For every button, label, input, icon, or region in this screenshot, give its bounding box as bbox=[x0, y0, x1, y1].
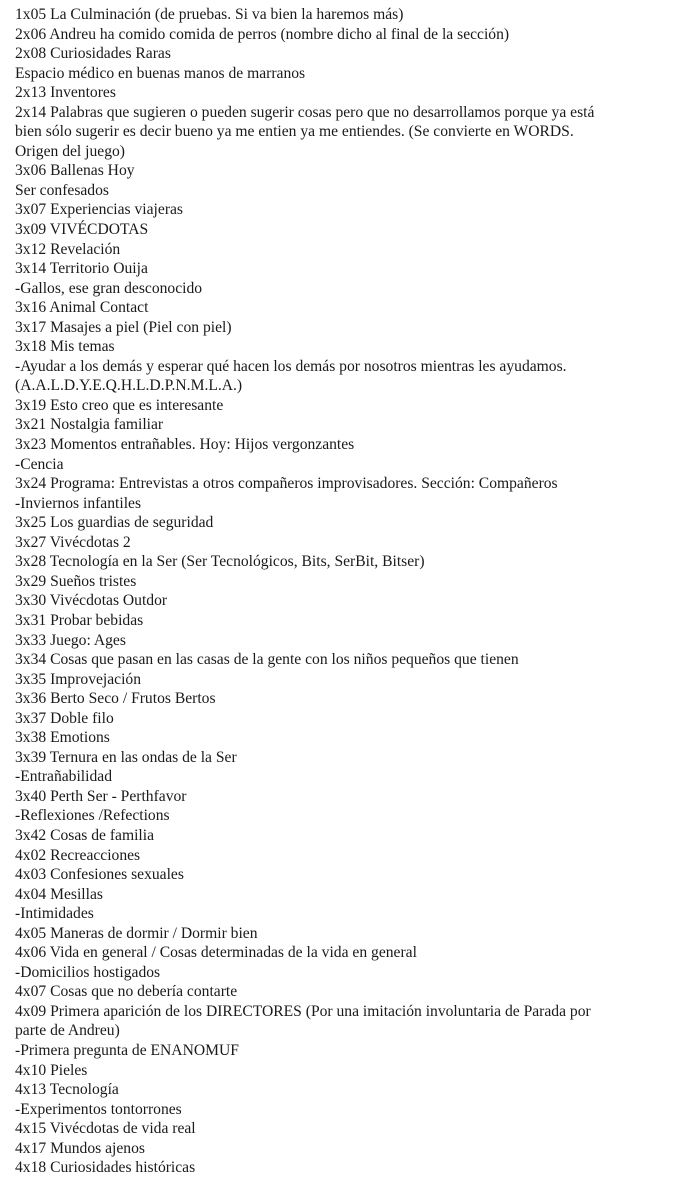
text-line: 4x07 Cosas que no debería contarte bbox=[15, 983, 238, 1001]
text-line: (A.A.L.D.Y.E.Q.H.L.D.P.N.M.L.A.) bbox=[15, 377, 243, 395]
text-line: -Experimentos tontorrones bbox=[15, 1100, 182, 1118]
text-line: -Intimidades bbox=[15, 905, 94, 923]
text-line: 3x23 Momentos entrañables. Hoy: Hijos vergonzantes bbox=[15, 436, 355, 454]
text-line: 4x09 Primera aparición de los DIRECTORES (Por una imitación involuntaria de Parada por bbox=[15, 1002, 591, 1020]
text-line: Origen del juego) bbox=[15, 142, 125, 160]
text-line: 4x05 Maneras de dormir / Dormir bien bbox=[15, 924, 258, 942]
text-line: -Entrañabilidad bbox=[15, 768, 112, 786]
text-line: 2x14 Palabras que sugieren o pueden sugerir cosas pero que no desarrollamos porque ya está bbox=[15, 103, 595, 121]
text-line: 4x18 Curiosidades históricas bbox=[15, 1159, 196, 1177]
text-line: 3x33 Juego: Ages bbox=[15, 631, 126, 649]
text-line: 3x39 Ternura en las ondas de la Ser bbox=[15, 748, 237, 766]
text-line: 3x25 Los guardias de seguridad bbox=[15, 514, 214, 532]
text-line: 3x36 Berto Seco / Frutos Bertos bbox=[15, 690, 216, 708]
text-line: 3x09 VIVÉCDOTAS bbox=[15, 221, 149, 239]
text-line: -Ayudar a los demás y esperar qué hacen los demás por nosotros mientras les ayudamos. bbox=[15, 357, 567, 375]
text-line: 4x17 Mundos ajenos bbox=[15, 1139, 145, 1157]
text-line: 3x24 Programa: Entrevistas a otros compañeros improvisadores. Sección: Compañeros bbox=[15, 475, 558, 493]
text-line: bien sólo sugerir es decir bueno ya me entien ya me entiendes. (Se convierte en WORDS. bbox=[15, 123, 574, 141]
text-line: 4x13 Tecnología bbox=[15, 1081, 119, 1099]
text-line: 3x07 Experiencias viajeras bbox=[15, 201, 183, 219]
text-line: 3x17 Masajes a piel (Piel con piel) bbox=[15, 318, 232, 336]
text-line: -Inviernos infantiles bbox=[15, 494, 142, 512]
text-line: Espacio médico en buenas manos de marranos bbox=[15, 64, 306, 82]
text-line: 3x37 Doble filo bbox=[15, 709, 114, 727]
text-line: 3x42 Cosas de familia bbox=[15, 826, 155, 844]
text-line: 3x34 Cosas que pasan en las casas de la gente con los niños pequeños que tienen bbox=[15, 651, 519, 669]
text-line: -Cencia bbox=[15, 455, 64, 473]
text-line: 3x28 Tecnología en la Ser (Ser Tecnológicos, Bits, SerBit, Bitser) bbox=[15, 553, 425, 571]
text-line: 4x10 Pieles bbox=[15, 1061, 88, 1079]
text-line: parte de Andreu) bbox=[15, 1022, 120, 1040]
text-line: 3x31 Probar bebidas bbox=[15, 611, 144, 629]
text-line: 4x03 Confesiones sexuales bbox=[15, 866, 184, 884]
text-line: Ser confesados bbox=[15, 181, 109, 199]
text-line: 3x40 Perth Ser - Perthfavor bbox=[15, 787, 187, 805]
text-line: 3x06 Ballenas Hoy bbox=[15, 162, 135, 180]
text-line: 4x15 Vivécdotas de vida real bbox=[15, 1120, 196, 1138]
text-line: -Primera pregunta de ENANOMUF bbox=[15, 1041, 239, 1059]
text-line: 3x27 Vivécdotas 2 bbox=[15, 533, 131, 551]
text-line: 2x13 Inventores bbox=[15, 84, 116, 102]
text-line: 3x14 Territorio Ouija bbox=[15, 260, 148, 278]
text-line: 4x04 Mesillas bbox=[15, 885, 103, 903]
text-line: 3x18 Mis temas bbox=[15, 338, 115, 356]
text-line: 3x21 Nostalgia familiar bbox=[15, 416, 164, 434]
text-line: 2x08 Curiosidades Raras bbox=[15, 45, 171, 63]
text-line: 2x06 Andreu ha comido comida de perros (nombre dicho al final de la sección) bbox=[15, 25, 510, 43]
text-line: 3x12 Revelación bbox=[15, 240, 121, 258]
text-line: 3x35 Improvejación bbox=[15, 670, 142, 688]
document-text bbox=[15, 5, 665, 1178]
text-line: -Reflexiones /Refections bbox=[15, 807, 170, 825]
text-line: 4x06 Vida en general / Cosas determinadas de la vida en general bbox=[15, 944, 417, 962]
text-line: 3x29 Sueños tristes bbox=[15, 572, 137, 590]
text-line: 3x16 Animal Contact bbox=[15, 299, 149, 317]
text-line: 3x19 Esto creo que es interesante bbox=[15, 396, 224, 414]
text-line: -Domicilios hostigados bbox=[15, 963, 161, 981]
text-line: 1x05 La Culminación (de pruebas. Si va bien la haremos más) bbox=[15, 6, 404, 23]
text-line: 4x02 Recreacciones bbox=[15, 846, 141, 864]
text-line: 3x38 Emotions bbox=[15, 729, 110, 747]
text-line: 3x30 Vivécdotas Outdor bbox=[15, 592, 168, 610]
text-line: -Gallos, ese gran desconocido bbox=[15, 279, 203, 297]
